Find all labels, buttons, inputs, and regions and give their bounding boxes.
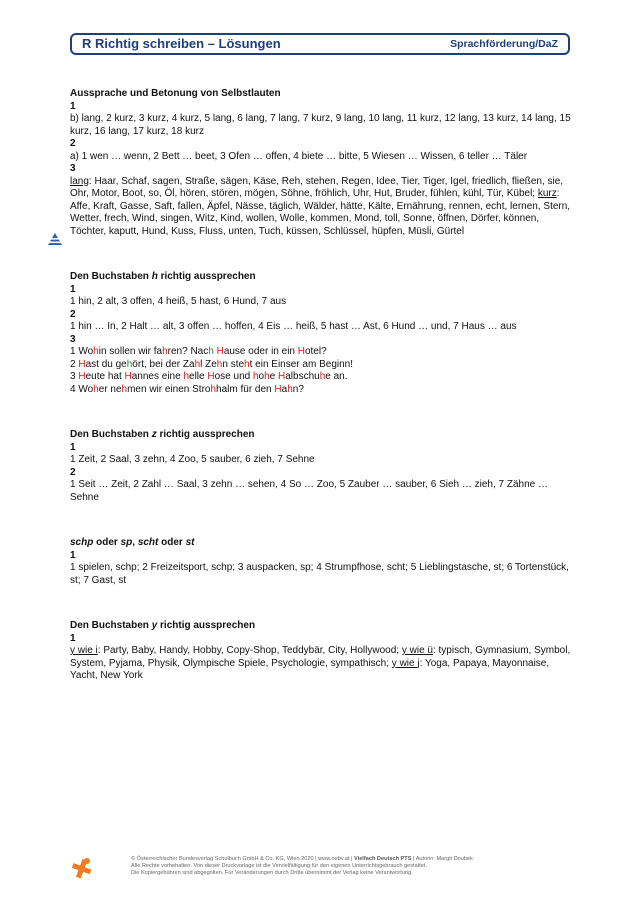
- h-letter: h: [93, 383, 99, 395]
- footer-line: Die Kopiergebühren sind abgegolten. Für Veränderungen durch Dritte übernimmt der Verlag keine Verantwortung.: [131, 870, 413, 876]
- title-part: richtig aussprechen: [156, 429, 255, 440]
- section-title: [70, 429, 575, 442]
- h-letter: h: [319, 371, 326, 382]
- h-letter: H: [274, 383, 282, 395]
- title-part: sp: [120, 537, 133, 548]
- text: eute hat: [85, 371, 125, 382]
- section-title: [70, 537, 575, 550]
- footer-line: [131, 856, 551, 863]
- text: t ein Einser am Beginn!: [249, 358, 353, 370]
- text: elle: [189, 371, 208, 382]
- text: e: [269, 371, 279, 382]
- title-letter: y: [151, 620, 158, 631]
- sentence: [70, 359, 575, 372]
- answer-text: 1 spielen, schp; 2 Freizeitsport, schp; 3 auspacken, sp; 4 Strumpfhose, scht; 5 Lieblingstasche, st; 6 Tortenstück, st; 7 Gast, st: [70, 562, 569, 586]
- task-number: 3: [70, 333, 76, 345]
- text: ren? Nac: [167, 346, 209, 357]
- title-part: st: [185, 537, 195, 548]
- text: ört, bei der Za: [132, 358, 195, 370]
- answer-text: a) 1 wen … wenn, 2 Bett … beet, 3 Ofen … offen, 4 biete … bitte, 5 Wiesen … Wissen, 6 teller … Täler: [70, 150, 528, 162]
- h-letter: h: [208, 346, 214, 357]
- text: ast du ge: [85, 358, 127, 370]
- footer-text: © Österreichischer Bundesverlag Schulbuch GmbH & Co. KG, Wien 2020 | www.oebv.at |: [131, 856, 355, 862]
- text: ose und: [214, 371, 253, 382]
- title-part: Den Buchstaben: [70, 429, 152, 440]
- sentence: [70, 384, 575, 397]
- kurz-words: : Affe, Kraft, Gasse, Saft, fallen, Äpfel, Nässe, täglich, Wälder, hätte, Kälte, Ernährung, rennen, echt, lernen, Stern, Wetter, frech, Wind, singen, Witz, Kind, wollen, Wolle, kommen, Mond, toll, Sonne, öffnen, Dörfer, können, Töchter, kaputt, Hund, Kuss, Fluss, unten, Tuch, küssen, Schlüssel, hüpfen, Müsli, Gürtel: [70, 188, 571, 237]
- footer-text: | Autorin: Margit Doubek: [411, 856, 473, 862]
- answer-text: [70, 645, 575, 683]
- solutions-content: [70, 88, 575, 716]
- section-title: [70, 271, 575, 284]
- text: a: [281, 383, 288, 395]
- footer-line: Alle Rechte vorbehalten. Von dieser Druckvorlage ist die Vervielfältigung für den eigenen Unterrichtsgebrauch gestattet.: [131, 863, 428, 869]
- h-letter: h: [126, 358, 133, 370]
- h-letter: h: [244, 358, 250, 370]
- h-letter: H: [78, 358, 86, 370]
- h-letter: h: [287, 383, 293, 395]
- title-letter: h: [151, 271, 158, 282]
- title-part: oder: [158, 537, 186, 548]
- text: 2: [70, 358, 79, 370]
- title-part: richtig aussprechen: [157, 620, 256, 631]
- task-number: 1: [70, 549, 76, 561]
- title-part: ,: [132, 537, 138, 548]
- answer-text: [70, 176, 575, 239]
- answer-text: 1 hin, 2 alt, 3 offen, 4 heiß, 5 hast, 6 Hund, 7 aus: [70, 296, 287, 307]
- h-letter: h: [162, 346, 168, 357]
- answer-text: b) lang, 2 kurz, 3 kurz, 4 kurz, 5 lang, 6 lang, 7 lang, 7 kurz, 9 lang, 10 lang, 11 kurz, 12 lang, 13 kurz, 14 lang, 15 kurz, 16 lang, 17 kurz, 18 kurz: [70, 113, 571, 137]
- answer-text: 1 hin … In, 2 Halt … alt, 3 offen … hoffen, 4 Eis … heiß, 5 hast … Ast, 6 Hund … und, 7 Haus … aus: [70, 321, 517, 332]
- h-letter: H: [216, 346, 224, 357]
- footer: [131, 856, 551, 877]
- h-letter: h: [216, 358, 223, 370]
- title-part: richtig aussprechen: [157, 271, 256, 282]
- header-box: [70, 33, 570, 55]
- words: : typisch, Gymnasium, Symbol, System, Pyjama, Physik, Olympische Spiele, Psychologie, sympathisch;: [70, 645, 571, 669]
- text: e an.: [325, 371, 348, 382]
- label-y-j: y wie j: [391, 657, 420, 669]
- label-y-i: y wie i: [70, 645, 98, 656]
- task-number: 1: [70, 100, 76, 112]
- h-letter: H: [278, 371, 286, 382]
- words: : Yoga, Papaya, Mayonnaise, Yacht, New York: [70, 657, 550, 681]
- section-letter-h: [70, 271, 575, 396]
- text: ause oder in ein: [223, 346, 298, 357]
- h-letter: H: [124, 371, 132, 382]
- title-part: schp: [70, 537, 94, 548]
- h-letter: H: [207, 371, 215, 382]
- footer-book-title: Vielfach Deutsch PTS: [354, 856, 412, 862]
- text: o: [258, 371, 265, 382]
- text: in sollen wir fa: [98, 346, 163, 357]
- text: 1 Wo: [70, 346, 94, 357]
- text: l Ze: [200, 358, 217, 370]
- text: men wir einen Stro: [127, 383, 211, 395]
- section-schp: [70, 537, 575, 587]
- sentence: [70, 346, 575, 359]
- task-number: 3: [70, 163, 76, 174]
- level-marker-icon: [48, 233, 62, 245]
- task-number: 2: [70, 466, 76, 478]
- h-letter: h: [210, 383, 217, 395]
- section-letter-y: [70, 620, 575, 683]
- section-title: [70, 620, 575, 633]
- section-letter-z: [70, 429, 575, 504]
- page-title: R Richtig schreiben – Lösungen: [82, 36, 281, 51]
- title-letter: z: [151, 429, 157, 440]
- task-number: 2: [70, 138, 76, 149]
- text: albschu: [285, 371, 320, 382]
- label-kurz: kurz: [537, 188, 557, 199]
- title-part: oder: [93, 537, 121, 548]
- section-title: Aussprache und Betonung von Selbstlauten: [70, 88, 281, 99]
- title-part: scht: [137, 537, 159, 548]
- lang-words: : Haar, Schaf, sagen, Straße, sägen, Käse, Reh, stehen, Regen, Idee, Tier, Tiger, Igel, friedlich, fließen, sie, Ohr, Motor, Boot, so, Öl, hören, stören, mögen, Söhne, fröhlich, Uhr, Hut, Bruder, fühlen, kühl, Tür, Kübel;: [70, 175, 564, 199]
- h-letter: h: [121, 383, 128, 395]
- answer-text: 1 Seit … Zeit, 2 Zahl … Saal, 3 zehn … sehen, 4 So … Zoo, 5 Zauber … sauber, 6 Sieh … zieh, 7 Zähne … Sehne: [70, 479, 549, 503]
- text: er ne: [98, 383, 122, 395]
- h-letter: h: [252, 371, 259, 382]
- title-part: Den Buchstaben: [70, 620, 152, 631]
- publisher-logo-icon: [68, 856, 94, 882]
- task-number: 2: [70, 308, 76, 320]
- task-number: 1: [70, 632, 76, 644]
- answer-text: 1 Zeit, 2 Saal, 3 zehn, 4 Zoo, 5 sauber, 6 zieh, 7 Sehne: [70, 454, 315, 465]
- h-letter: h: [194, 358, 201, 370]
- text: halm für den: [216, 383, 275, 395]
- task-number: 1: [70, 441, 76, 453]
- text: n?: [292, 383, 304, 395]
- h-letter: h: [264, 371, 270, 382]
- text: otel?: [305, 346, 327, 357]
- text: n ste: [222, 358, 245, 370]
- text: annes eine: [131, 371, 184, 382]
- label-y-ue: y wie ü: [401, 645, 433, 656]
- sentence: [70, 371, 575, 384]
- h-letter: H: [78, 371, 86, 382]
- section-vowels: [70, 88, 575, 238]
- subject-label: Sprachförderung/DaZ: [450, 38, 558, 50]
- label-lang: lang: [70, 175, 89, 187]
- task-number: 1: [70, 283, 76, 295]
- h-letter: h: [93, 346, 99, 357]
- text: 4 Wo: [70, 383, 94, 395]
- title-part: Den Buchstaben: [70, 271, 152, 282]
- text: 3: [70, 371, 79, 382]
- h-letter: h: [183, 371, 190, 382]
- h-letter: H: [297, 346, 305, 357]
- words: : Party, Baby, Handy, Hobby, Copy-Shop, Teddybär, City, Hollywood;: [97, 645, 402, 656]
